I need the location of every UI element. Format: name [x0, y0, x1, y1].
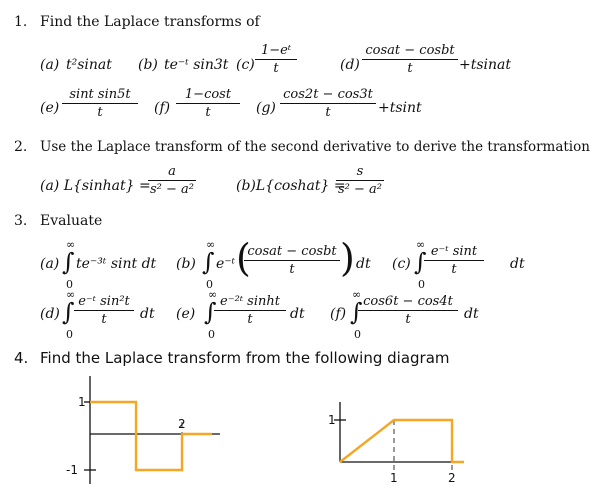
- q3b-upper-limit: ∞: [206, 238, 216, 251]
- q3c-denominator: t: [451, 262, 457, 277]
- q1g-numerator: cos2t − cos3t: [283, 87, 373, 102]
- q3b-dt: dt: [356, 256, 371, 272]
- q1-number: 1.: [14, 14, 28, 30]
- q3b-denominator: t: [289, 262, 295, 277]
- q1f-fraction: [176, 87, 240, 120]
- q3d-lower-limit: 0: [66, 328, 73, 341]
- q3f-integral-sign: ∫: [350, 298, 363, 326]
- q3d-label: (d): [40, 306, 60, 322]
- q1a-label: (a): [40, 57, 60, 73]
- q2a-fraction: [148, 164, 196, 197]
- q1g-fraction: [280, 87, 376, 120]
- q2-number: 2.: [14, 139, 28, 155]
- q2a-numerator: a: [168, 164, 176, 179]
- q4-number: 4.: [14, 349, 29, 367]
- q4-prompt: Find the Laplace transform from the following diagram: [40, 349, 450, 367]
- square-wave-diagram: [60, 372, 230, 488]
- q1a-expr: t²sinat: [66, 57, 112, 73]
- q2b-fraction: [336, 164, 384, 197]
- q3b-label: (b): [176, 256, 196, 272]
- q2b-lhs: (b)L{coshat} =: [236, 178, 346, 194]
- q1e-numerator: sint sin5t: [69, 87, 131, 102]
- q3a-integral-sign: ∫: [62, 248, 75, 276]
- x-label-2: 2: [448, 471, 456, 485]
- q3-number: 3.: [14, 213, 28, 229]
- q3f-fraction: [358, 294, 458, 327]
- q2a-lhs: (a) L{sinhat} =: [40, 178, 151, 194]
- y-label-pos: 1: [78, 395, 86, 409]
- y-label-1: 1: [328, 413, 336, 427]
- q1g-label: (g): [256, 100, 276, 116]
- q3a-lower-limit: 0: [66, 278, 73, 291]
- q3c-numerator: e⁻ᵗ sint: [430, 244, 478, 259]
- q3e-label: (e): [176, 306, 196, 322]
- q1f-label: (f): [154, 100, 171, 116]
- q3d-denominator: t: [101, 312, 107, 327]
- q3b-prefactor: e⁻ᵗ: [216, 256, 236, 272]
- q3f-denominator: t: [405, 312, 411, 327]
- q3f-lower-limit: 0: [354, 328, 361, 341]
- q1g-tail: +tsint: [378, 100, 422, 116]
- q1f-denominator: t: [205, 105, 211, 120]
- q3b-left-paren: (: [236, 236, 251, 280]
- q3e-numerator: e⁻²ᵗ sinht: [220, 294, 280, 309]
- q3e-denominator: t: [247, 312, 253, 327]
- q3e-integral-sign: ∫: [204, 298, 217, 326]
- q1e-label: (e): [40, 100, 60, 116]
- q2-prompt: Use the Laplace transform of the second derivative to derive the transformation: [40, 139, 590, 155]
- q3e-dt: dt: [290, 306, 305, 322]
- q1f-numerator: 1−cost: [184, 87, 232, 102]
- q3b-right-paren: ): [340, 236, 355, 280]
- q3a-upper-limit: ∞: [66, 238, 76, 251]
- q3d-integral-sign: ∫: [62, 298, 75, 326]
- q1d-tail: +tsinat: [459, 57, 512, 73]
- square-wave-signal: [90, 402, 212, 470]
- q1e-fraction: [62, 87, 138, 120]
- q1c-label: (c): [236, 57, 255, 73]
- q3c-dt: dt: [510, 256, 525, 272]
- q1d-label: (d): [340, 57, 360, 73]
- q3d-numerator: e⁻ᵗ sin²t: [78, 294, 130, 309]
- q1b-expr: te⁻ᵗ sin3t: [164, 57, 229, 73]
- x-label-1: 1: [390, 471, 398, 485]
- q1d-fraction: [362, 43, 458, 76]
- q1c-fraction: [255, 43, 297, 76]
- q3e-upper-limit: ∞: [208, 288, 218, 301]
- x-label-2: 2: [178, 417, 186, 431]
- q1c-numerator: 1−eᵗ: [260, 43, 292, 58]
- q3f-label: (f): [330, 306, 347, 322]
- q3b-fraction: [244, 244, 340, 277]
- q3b-integral-sign: ∫: [202, 248, 215, 276]
- q3a-label: (a): [40, 256, 60, 272]
- q3c-label: (c): [392, 256, 411, 272]
- q3c-integral-sign: ∫: [414, 248, 427, 276]
- q3-prompt: Evaluate: [40, 213, 103, 229]
- q3f-upper-limit: ∞: [352, 288, 362, 301]
- q3c-upper-limit: ∞: [416, 238, 426, 251]
- q2b-denominator: s² − a²: [337, 182, 382, 197]
- q3c-lower-limit: 0: [418, 278, 425, 291]
- ramp-diagram: [318, 400, 468, 488]
- q3d-upper-limit: ∞: [66, 288, 76, 301]
- ramp-signal: [340, 420, 464, 462]
- q1b-label: (b): [138, 57, 158, 73]
- q3d-dt: dt: [140, 306, 155, 322]
- q2a-denominator: s² − a²: [149, 182, 194, 197]
- q1e-denominator: t: [97, 105, 103, 120]
- q2b-numerator: s: [356, 164, 364, 179]
- q1d-numerator: cosat − cosbt: [365, 43, 455, 58]
- q3f-dt: dt: [464, 306, 479, 322]
- q1g-denominator: t: [325, 105, 331, 120]
- q3a-expr: te⁻³ᵗ sint dt: [76, 256, 157, 272]
- q3b-numerator: cosat − cosbt: [247, 244, 337, 259]
- q3c-fraction: [424, 244, 484, 277]
- q1c-denominator: t: [273, 61, 279, 76]
- q3d-fraction: [74, 294, 134, 327]
- q3b-lower-limit: 0: [206, 278, 213, 291]
- q1d-denominator: t: [407, 61, 413, 76]
- q3e-fraction: [214, 294, 286, 327]
- y-label-neg: -1: [66, 463, 78, 477]
- q3f-numerator: cos6t − cos4t: [363, 294, 453, 309]
- q1-prompt: Find the Laplace transforms of: [40, 14, 260, 30]
- q3e-lower-limit: 0: [208, 328, 215, 341]
